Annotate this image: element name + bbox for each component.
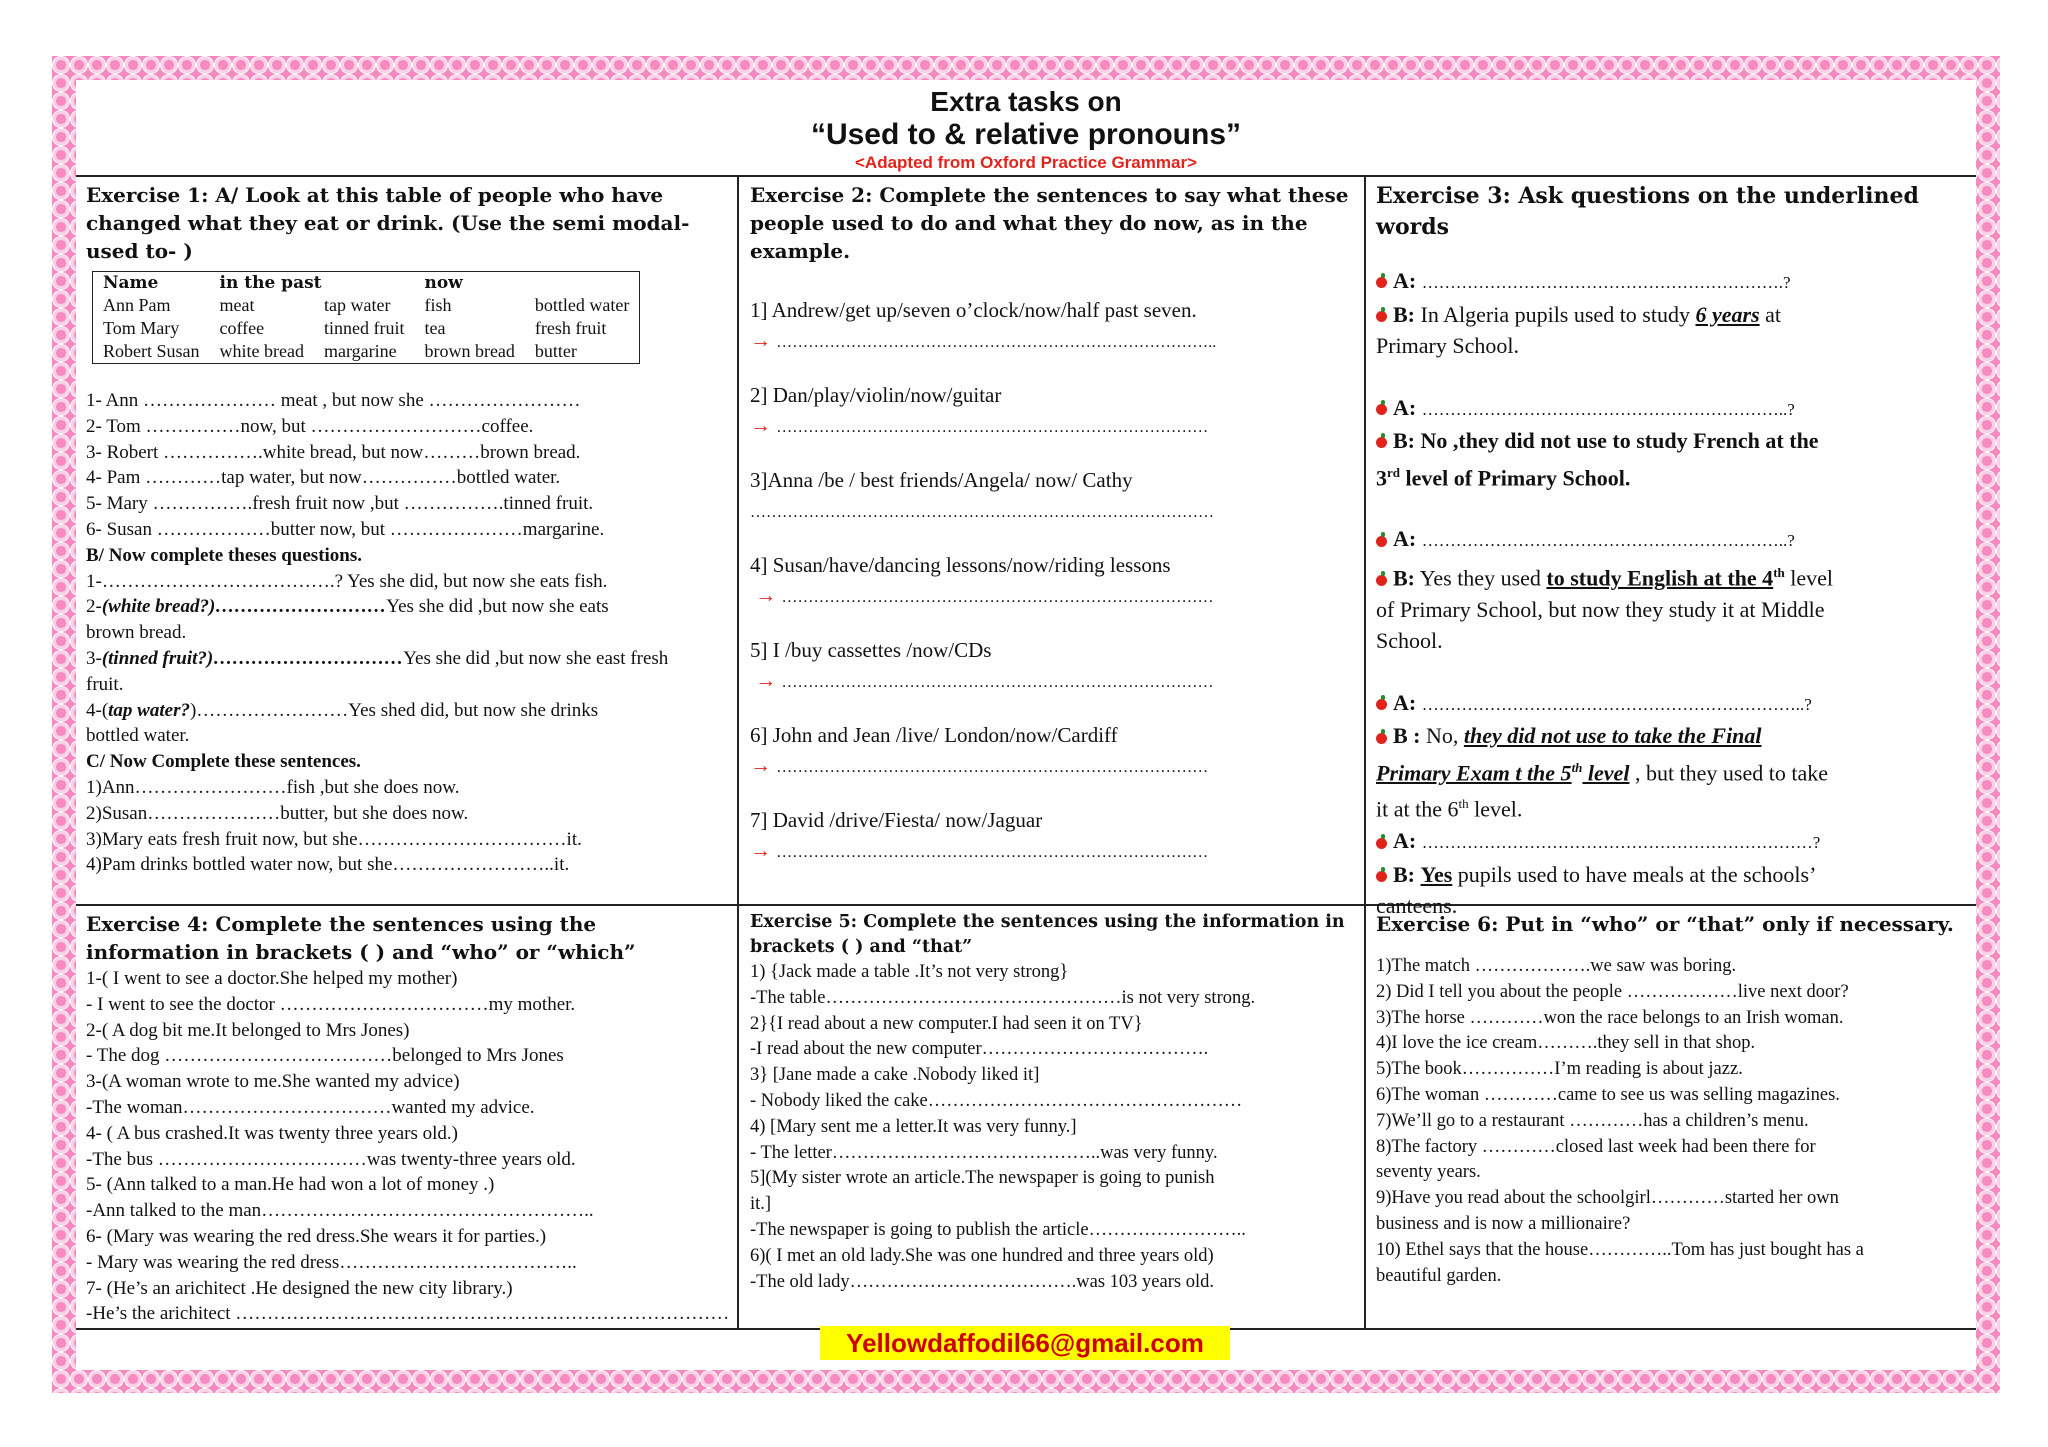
exercise-line: 5- (Ann talked to a man.He had won a lot of money .) [86, 1174, 495, 1196]
exercise-line: 4) [Mary sent me a letter.It was very funny.] [750, 1116, 1077, 1137]
item-number: 3- [86, 647, 102, 669]
exercise-4-heading: Exercise 4: Complete the sentences using the information in brackets ( ) and “who” or “which” [86, 912, 636, 964]
answer-line: ……………………………………………………………………… [781, 589, 1214, 606]
table-header: in the past [219, 273, 322, 293]
exercise-item [750, 805, 1360, 890]
table-cell: tap water [323, 295, 391, 315]
speaker-label: A: [1393, 526, 1417, 552]
exercise-line: business and is now a millionaire? [1376, 1213, 1631, 1234]
arrow-icon: → [755, 583, 777, 607]
column-divider [737, 177, 739, 1328]
cue: (white bread?)……………………… [101, 596, 387, 618]
table-cell: meat [219, 295, 255, 315]
answer-text: level. [1468, 796, 1523, 822]
arrow-icon: → [750, 838, 771, 862]
answer-text: 3 [1376, 464, 1387, 490]
page-title-line1: Extra tasks on [930, 86, 1122, 117]
apple-bullet-icon [1376, 733, 1387, 744]
speaker-label: B: [1393, 565, 1415, 591]
table-cell: Ann Pam [103, 295, 171, 315]
speaker-label: A: [1393, 828, 1417, 854]
section-heading: B/ Now complete theses questions. [86, 544, 363, 566]
answer-text: No ,they did not use to study French at the [1420, 428, 1819, 453]
table-cell: white bread [219, 341, 304, 361]
superscript: th [1773, 564, 1785, 580]
underlined-words: they did not use to take the Final [1463, 723, 1762, 749]
arrow-icon: → [750, 753, 771, 777]
prompt: 6] John and Jean /live/ London/now/Cardiff [750, 723, 1118, 747]
exercise-line: 4- ( A bus crashed.It was twenty three years old.) [86, 1122, 458, 1144]
exercise-line: brown bread. [86, 622, 187, 644]
exercise-line: it.] [750, 1194, 772, 1215]
exercise-line: -The bus ……………………………was twenty-three years old. [86, 1148, 576, 1170]
exercise-item [750, 465, 1360, 550]
exercise-item [750, 635, 1360, 720]
prompt: 7] David /drive/Fiesta/ now/Jaguar [750, 808, 1043, 832]
answer-text: Yes they used [1419, 565, 1547, 591]
exercise-line: 1) {Jack made a table .It’s not very strong} [750, 962, 1069, 982]
exercise-2-heading: Exercise 2: Complete the sentences to say what these people used to do and what they do now, as in the example. [750, 183, 1349, 263]
speaker-label: A: [1393, 689, 1417, 715]
exercise-line: 2) Did I tell you about the people ………………live next door? [1376, 981, 1849, 1002]
underlined-words: 6 years [1695, 301, 1760, 327]
exercise-line: 1-( I went to see a doctor.She helped my mother) [86, 968, 458, 989]
exercise-line: -The table…………………………………………is not very strong. [750, 987, 1256, 1008]
arrow-icon: → [750, 328, 771, 352]
item-number: 4-( [86, 699, 109, 721]
exercise-line: 3} [Jane made a cake .Nobody liked it] [750, 1065, 1040, 1086]
page-subtitle: <Adapted from Oxford Practice Grammar> [854, 153, 1197, 172]
answer-text: In Algeria pupils used to study [1420, 301, 1696, 327]
speaker-label: B: [1393, 428, 1415, 453]
question-blank: ………………………………………………………..? [1421, 531, 1795, 551]
exercise-line: 8)The factory …………closed last week had been there for [1376, 1136, 1816, 1157]
underlined-words: Primary Exam t the 5 [1376, 759, 1572, 785]
column-divider [1364, 177, 1366, 1328]
table-cell: tinned fruit [323, 318, 405, 338]
prompt: 3]Anna /be / best friends/Angela/ now/ Cathy [750, 468, 1133, 492]
exercise-line: -He’s the arichitect …………………………………………………………………… [86, 1303, 730, 1325]
exercise-6 [1376, 910, 1971, 1322]
cue: (tinned fruit?)………………………… [101, 647, 404, 669]
table-cell: tea [424, 318, 446, 338]
exercise-line: 1- Ann ………………… meat , but now she …………………… [86, 390, 581, 411]
exercise-line: - Mary was wearing the red dress……………………………….. [86, 1251, 577, 1273]
exercise-line: 4)I love the ice cream……….they sell in that shop. [1376, 1033, 1756, 1054]
underlined-words: to study English at the 4 [1546, 565, 1774, 591]
answer-line: …………………………………………………………………………… [750, 504, 1214, 521]
answer-text: Primary School. [1376, 333, 1519, 358]
apple-bullet-icon [1376, 437, 1387, 448]
prompt: 1] Andrew/get up/seven o’clock/now/half past seven. [750, 298, 1197, 322]
apple-bullet-icon [1376, 838, 1387, 849]
table-cell: bottled water [534, 295, 630, 315]
exercise-3-heading: Exercise 3: Ask questions on the underlined words [1376, 183, 1919, 240]
exercise-line: 2-( A dog bit me.It belonged to Mrs Jones) [86, 1019, 410, 1041]
answer-text: of Primary School, but now they study it at Middle [1376, 596, 1825, 622]
exercise-grid [76, 175, 1976, 1330]
answer-text: canteens. [1376, 893, 1458, 919]
exercise-line: 1-……………………………….? Yes she did, but now she eats fish. [86, 570, 608, 592]
answer-line: ……………………………………………………………………… [776, 844, 1209, 861]
exercise-line: 6)( I met an old lady.She was one hundred and three years old) [750, 1245, 1214, 1266]
superscript: th [1458, 796, 1469, 812]
table-header: Name [103, 273, 159, 293]
exercise-line: 5](My sister wrote an article.The newspaper is going to punish [750, 1168, 1215, 1189]
answer-line: ……………………………………………………………………… [781, 674, 1214, 691]
apple-bullet-icon [1376, 311, 1387, 322]
exercise-line: -The old lady……………………………….was 103 years old. [750, 1271, 1214, 1292]
answer-line: ……………………………………………………………………… [776, 759, 1209, 776]
question-blank: ………………………………………………………..? [1421, 399, 1795, 419]
apple-bullet-icon [1376, 404, 1387, 415]
superscript: th [1571, 759, 1583, 775]
table-cell: Robert Susan [103, 341, 200, 361]
table-cell: butter [534, 341, 577, 361]
apple-bullet-icon [1376, 536, 1387, 547]
answer-text: , but they used to take [1629, 759, 1829, 785]
exercise-line: 10) Ethel says that the house…………..Tom has just bought has a [1376, 1239, 1864, 1260]
exercise-line: 2}{I read about a new computer.I had seen it on TV} [750, 1013, 1143, 1034]
exercise-line: 3-(A woman wrote to me.She wanted my advice) [86, 1071, 460, 1093]
prompt: 4] Susan/have/dancing lessons/now/riding lessons [750, 553, 1171, 577]
exercise-line: 2)Susan…………………butter, but she does now. [86, 802, 469, 824]
speaker-label: A: [1393, 394, 1417, 420]
exercise-line: 2- Tom ……………now, but ………………………coffee. [86, 415, 534, 437]
apple-bullet-icon [1376, 871, 1387, 882]
speaker-label: B : [1393, 723, 1421, 749]
question-blank: …………………………………………………………..? [1421, 694, 1812, 714]
exercise-line: )……………………Yes shed did, but now she drinks [189, 699, 599, 721]
exercise-line: 3)The horse …………won the race belongs to an Irish woman. [1376, 1007, 1844, 1028]
page-title-line2: “Used to & relative pronouns” [810, 118, 1242, 151]
exercise-line: 7)We’ll go to a restaurant …………has a children’s menu. [1376, 1110, 1809, 1131]
table-cell: fish [424, 295, 452, 315]
exercise-line: 1)The match ……………….we saw was boring. [1376, 956, 1737, 976]
answer-text: level [1784, 565, 1834, 591]
exercise-line: -Ann talked to the man…………………………………………….. [86, 1200, 594, 1222]
table-cell: brown bread [424, 341, 515, 361]
exercise-line: 3)Mary eats fresh fruit now, but she……………………………it. [86, 828, 582, 850]
exercise-line: 7- (He’s an arichitect .He designed the new city library.) [86, 1277, 513, 1299]
section-heading: C/ Now Complete these sentences. [86, 751, 361, 773]
exercise-3 [1376, 181, 1971, 919]
exercise-1 [86, 181, 734, 901]
exercise-line: beautiful garden. [1376, 1265, 1502, 1286]
answer-text: No, [1420, 723, 1464, 749]
exercise-line: -I read about the new computer………………………………. [750, 1039, 1209, 1060]
arrow-icon: → [755, 668, 777, 692]
exercise-5 [750, 910, 1360, 1322]
table-cell: Tom Mary [103, 318, 180, 338]
exercise-line: - The letter……………………………………..was very funny. [750, 1142, 1218, 1163]
table-cell: coffee [219, 318, 265, 338]
people-table [92, 271, 640, 364]
exercise-item [750, 295, 1360, 380]
answer-line: ……………………………………………………………………… [776, 419, 1209, 436]
exercise-2 [750, 181, 1360, 901]
exercise-6-heading: Exercise 6: Put in “who” or “that” only if necessary. [1376, 912, 1954, 936]
answer-text: pupils used to have meals at the schools’ [1452, 861, 1817, 887]
speaker-label: B: [1393, 301, 1415, 327]
exercise-4 [86, 910, 734, 1325]
prompt: 5] I /buy cassettes /now/CDs [750, 638, 992, 662]
exercise-5-heading: Exercise 5: Complete the sentences using the information in brackets ( ) and “that” [750, 912, 1345, 957]
item-number: 2- [86, 596, 102, 618]
exercise-line: 3- Robert …………….white bread, but now………brown bread. [86, 441, 581, 463]
answer-text: level of Primary School. [1400, 464, 1631, 490]
exercise-item [750, 550, 1360, 635]
table-cell: fresh fruit [534, 318, 607, 338]
exercise-line: 5- Mary …………….fresh fruit now ,but …………….tinned fruit. [86, 493, 594, 515]
table-cell: margarine [323, 341, 397, 361]
table-header: now [424, 273, 463, 293]
exercise-line: 4- Pam …………tap water, but now……………bottled water. [86, 467, 561, 489]
apple-bullet-icon [1376, 575, 1387, 586]
exercise-line: - The dog ………………………………belonged to Mrs Jones [86, 1045, 564, 1067]
speaker-label: B: [1393, 861, 1415, 887]
exercise-1-heading: Exercise 1: A/ Look at this table of people who have changed what they eat or drink. (Use the semi modal- used to- ) [86, 183, 690, 263]
exercise-line: 4)Pam drinks bottled water now, but she……………………..it. [86, 854, 570, 876]
question-blank: ……………………………………………………….? [1421, 273, 1791, 292]
exercise-line: Yes she did ,but now she east fresh [403, 647, 669, 669]
underlined-words: Yes [1420, 861, 1453, 887]
apple-bullet-icon [1376, 699, 1387, 710]
speaker-label: A: [1393, 268, 1417, 293]
apple-bullet-icon [1376, 277, 1387, 288]
exercise-line: 9)Have you read about the schoolgirl…………started her own [1376, 1188, 1839, 1209]
question-blank: ……………………………………………………………? [1421, 833, 1821, 853]
superscript: rd [1387, 464, 1400, 480]
exercise-line: 6- (Mary was wearing the red dress.She wears it for parties.) [86, 1225, 547, 1247]
exercise-line: Yes she did ,but now she eats [386, 596, 609, 618]
answer-text: School. [1376, 628, 1443, 654]
cue: tap water? [108, 699, 190, 721]
answer-text: at [1759, 301, 1782, 327]
exercise-line: seventy years. [1376, 1162, 1481, 1183]
answer-text: it at the 6 [1376, 796, 1459, 822]
exercise-line: 5)The book……………I’m reading is about jazz. [1376, 1059, 1743, 1080]
prompt: 2] Dan/play/violin/now/guitar [750, 383, 1002, 407]
underlined-words: level [1582, 759, 1630, 785]
exercise-line: -The newspaper is going to publish the article…………………….. [750, 1219, 1246, 1240]
exercise-line: 6- Susan ………………butter now, but …………………margarine. [86, 518, 605, 540]
exercise-line: - I went to see the doctor ……………………………my mother. [86, 993, 576, 1015]
arrow-icon: → [750, 413, 771, 437]
exercise-line: 1)Ann……………………fish ,but she does now. [86, 776, 460, 798]
exercise-item [750, 380, 1360, 465]
exercise-line: 6)The woman …………came to see us was selling magazines. [1376, 1084, 1840, 1105]
exercise-line: - Nobody liked the cake…………………………………………… [750, 1090, 1243, 1111]
author-email[interactable]: Yellowdaffodil66@gmail.com [820, 1326, 1230, 1360]
exercise-line: fruit. [86, 673, 124, 695]
exercise-line: bottled water. [86, 725, 190, 747]
exercise-item [750, 720, 1360, 805]
answer-line: ……………………………………………………………………….. [776, 334, 1217, 351]
exercise-line: -The woman……………………………wanted my advice. [86, 1096, 535, 1118]
